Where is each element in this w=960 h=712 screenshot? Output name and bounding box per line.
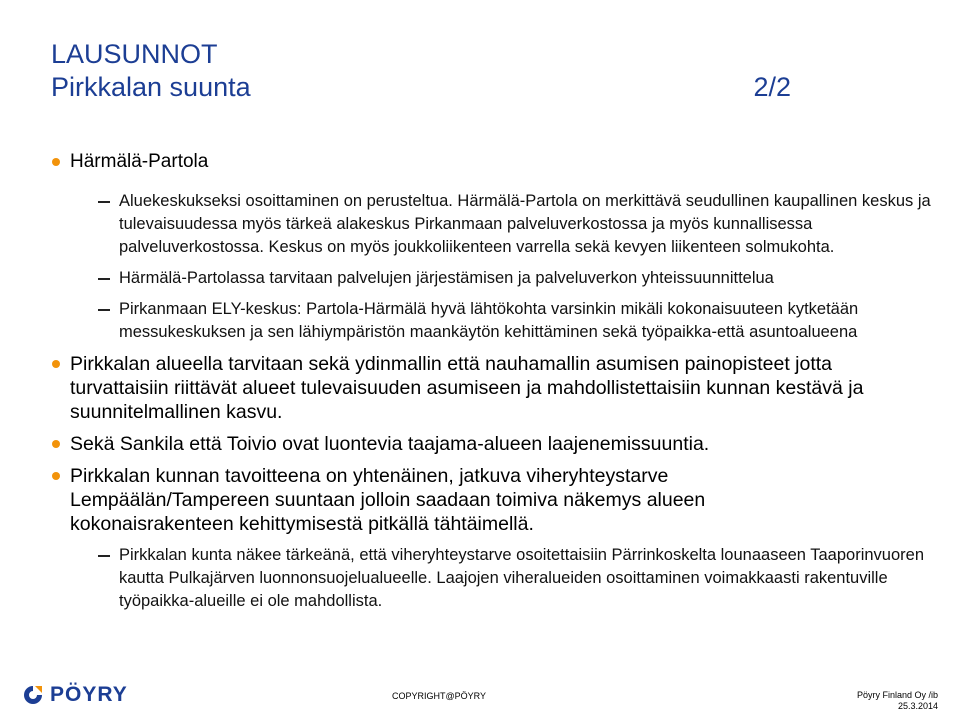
bullet-dot: [52, 158, 60, 166]
sub-bullet-text: Pirkanmaan ELY-keskus: Partola-Härmälä hyvä lähtökohta varsinkin mikäli kokonaisuuteen kytketään messukeskuksen ja sen lähiympäristön maankäytön kehittäminen sekä työpaikka-että asuntoalueena: [119, 300, 859, 341]
date: 25.3.2014: [897, 701, 938, 711]
sub-bullet-item: [52, 544, 939, 613]
slide-title: [51, 38, 791, 104]
bullet-text: Pirkkalan kunnan tavoitteena on yhtenäinen, jatkuva viheryhteystarve Lempäälän/Tampereen suuntaan jolloin saadaan toimiva näkemys alueen kokonaisrakenteen kehittymisestä pitkällä tähtäimellä.: [70, 465, 706, 535]
page-indicator: 2/2: [753, 72, 791, 102]
dash-marker: [98, 278, 110, 280]
sub-bullet-item: [52, 298, 959, 344]
bullet-item: [52, 432, 932, 456]
bullet-item: [52, 352, 930, 424]
bullet-dot: [52, 440, 60, 448]
company-name: Pöyry Finland Oy /ib: [856, 690, 938, 700]
sub-bullet-item: [52, 267, 932, 290]
bullet-text: Härmälä-Partola: [70, 151, 209, 172]
sub-bullet-item: [52, 190, 959, 259]
company-info: [857, 690, 938, 712]
bullet-dot: [52, 472, 60, 480]
title-line-2: Pirkkalan suunta: [51, 72, 251, 102]
poyry-logo-icon: [22, 684, 44, 706]
bullet-item: [52, 464, 830, 536]
bullet-dot: [52, 360, 60, 368]
bullet-item: [52, 150, 932, 174]
dash-marker: [98, 555, 110, 557]
sub-bullet-text: Härmälä-Partolassa tarvitaan palvelujen järjestämisen ja palveluverkon yhteissuunnittelua: [119, 269, 774, 287]
slide-content: [52, 150, 932, 613]
logo-text: PÖYRY: [50, 683, 128, 706]
dash-marker: [98, 201, 110, 203]
title-line-1: LAUSUNNOT: [51, 39, 218, 69]
dash-marker: [98, 309, 110, 311]
poyry-logo: [22, 683, 128, 707]
sub-bullet-text: Aluekeskukseksi osoittaminen on perusteltua. Härmälä-Partola on merkittävä seudullinen kaupallinen keskus ja tulevaisuudessa myös tärkeä alakeskus Pirkanmaan palveluverkostossa ja myös kunnallisessa palveluverkostossa. Keskus on myös joukkoliikenteen varrella sekä kevyen liikenteen solmukohta.: [119, 192, 931, 256]
bullet-text: Sekä Sankila että Toivio ovat luontevia taajama-alueen laajenemissuuntia.: [70, 433, 710, 455]
copyright-text: COPYRIGHT@PÖYRY: [392, 691, 486, 701]
bullet-text: Pirkkalan alueella tarvitaan sekä ydinmallin että nauhamallin asumisen painopisteet jotta turvattaisiin riittävät alueet tulevaisuuden asumiseen ja mahdollistettaisiin kunnan kestävä ja suunnitelmallinen kasvu.: [70, 353, 864, 423]
sub-bullet-text: Pirkkalan kunta näkee tärkeänä, että viheryhteystarve osoitettaisiin Pärrinkoskelta lounaaseen Taaporinvuoren kautta Pulkajärven luonnonsuojelualueelle. Laajojen viheralueiden osoittaminen voimakkaasti rakentuville työpaikka-alueille ei ole mahdollista.: [119, 546, 925, 610]
